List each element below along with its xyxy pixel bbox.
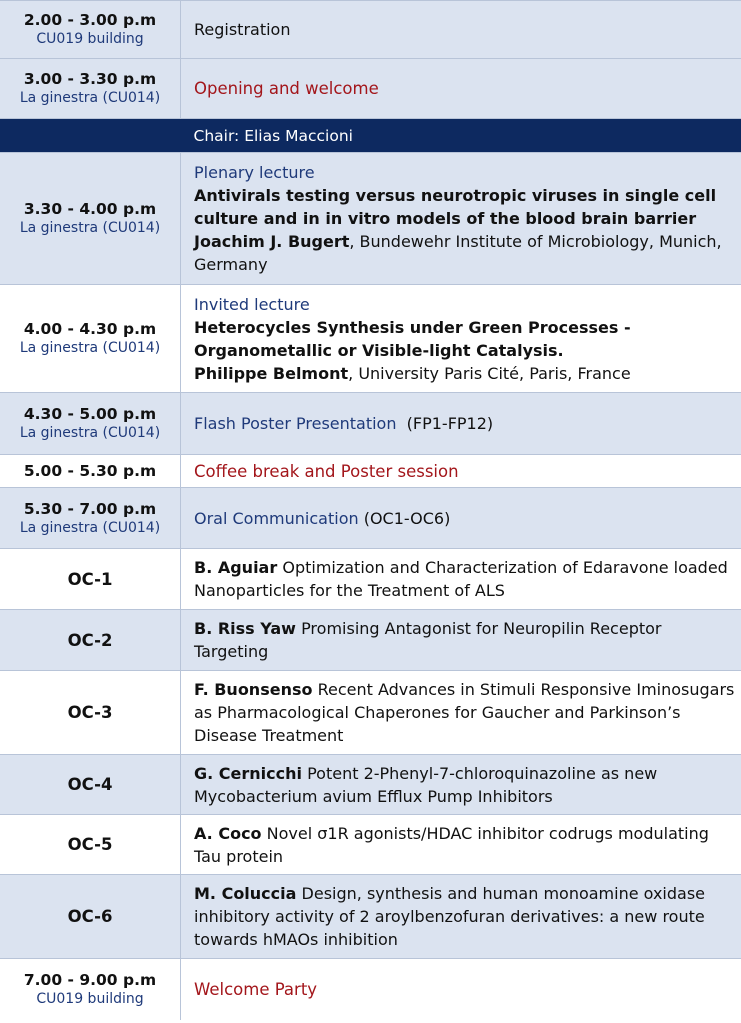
time-cell — [0, 1, 181, 59]
speaker-affiliation: , University Paris Cité, Paris, France — [348, 363, 631, 383]
speaker-name: Joachim J. Bugert — [194, 232, 350, 251]
time-label: 2.00 - 3.00 p.m — [23, 11, 157, 29]
time-label: 3.30 - 4.00 p.m — [23, 200, 157, 218]
lecture-title: Heterocycles Synthesis under Green Processes - Organometallic or Visible-light Catalysis. — [194, 317, 631, 360]
desc-cell — [181, 959, 741, 1020]
desc-cell — [181, 755, 741, 815]
desc-cell — [181, 875, 741, 959]
time-label: 5.30 - 7.00 p.m — [23, 499, 157, 518]
venue-label: La ginestra (CU014) — [19, 220, 161, 236]
time-label: 3.00 - 3.30 p.m — [23, 70, 157, 88]
venue-label: La ginestra (CU014) — [19, 425, 161, 441]
lecture-title: Antivirals testing versus neurotropic viruses in single cell culture and in in vitro models of the blood brain barrier — [194, 186, 717, 228]
oc-cell — [0, 755, 181, 815]
desc-cell — [181, 671, 741, 755]
session-title: Opening and welcome — [194, 79, 379, 98]
oc-code: OC-4 — [67, 775, 113, 794]
oc-text — [194, 678, 735, 747]
oral-row — [0, 671, 741, 755]
desc-cell — [181, 549, 741, 610]
desc-cell — [181, 815, 741, 875]
schedule-row — [0, 393, 741, 455]
lecture-speaker-line — [194, 230, 735, 276]
oc-author: G. Cernicchi — [194, 763, 302, 783]
lecture-kind: Invited lecture — [194, 294, 310, 314]
oc-title: Design, synthesis and human monoamine oxidase inhibitory activity of 2 aroylbenzofuran derivatives: a new route towards hMAOs inhibition — [194, 884, 705, 949]
time-cell — [0, 153, 181, 285]
desc-cell — [181, 610, 741, 671]
session-title: Registration — [194, 20, 291, 39]
oral-row — [0, 755, 741, 815]
oc-cell — [0, 549, 181, 610]
schedule-row — [0, 488, 741, 549]
chair-label: Chair: Elias Maccioni — [181, 119, 741, 153]
oc-author: B. Aguiar — [194, 558, 278, 577]
schedule-row — [0, 455, 741, 488]
desc-cell — [181, 153, 741, 285]
oc-author: A. Coco — [194, 823, 262, 843]
session-title: Oral Communication — [194, 508, 359, 528]
oc-title: Recent Advances in Stimuli Responsive Iminosugars as Pharmacological Chaperones for Gaucher and Parkinson’s Disease Treatment — [194, 680, 735, 745]
desc-cell — [181, 59, 741, 119]
time-label: 5.00 - 5.30 p.m — [23, 461, 157, 480]
venue-label: CU019 building — [36, 31, 144, 47]
speaker-affiliation: , Bundewehr Institute of Microbiology, Munich, Germany — [194, 232, 722, 274]
oc-code: OC-5 — [67, 835, 113, 854]
time-label: 7.00 - 9.00 p.m — [23, 970, 157, 989]
oc-cell — [0, 610, 181, 671]
oc-author: B. Riss Yaw — [194, 619, 296, 638]
oc-code: OC-6 — [67, 907, 113, 926]
time-cell — [0, 455, 181, 488]
schedule-row — [0, 1, 741, 59]
session-title: Flash Poster Presentation — [194, 414, 397, 433]
oc-cell — [0, 671, 181, 755]
oc-text — [194, 762, 735, 808]
oral-row — [0, 610, 741, 671]
oc-title: Novel σ1R agonists/HDAC inhibitor codrugs modulating Tau protein — [194, 823, 709, 866]
oc-code: OC-2 — [67, 630, 113, 650]
oc-author: F. Buonsenso — [194, 680, 313, 699]
oc-author: M. Coluccia — [194, 884, 297, 903]
schedule-row — [0, 153, 741, 285]
time-cell — [0, 285, 181, 393]
time-label: 4.30 - 5.00 p.m — [23, 405, 157, 423]
venue-label: La ginestra (CU014) — [19, 519, 161, 536]
oral-row — [0, 815, 741, 875]
chair-row — [0, 119, 741, 153]
oc-title: Potent 2-Phenyl-7-chloroquinazoline as new Mycobacterium avium Efflux Pump Inhibitors — [194, 763, 658, 806]
lecture-speaker-line — [194, 362, 735, 385]
session-title: Coffee break and Poster session — [194, 461, 459, 481]
oc-text — [194, 556, 735, 602]
schedule-row — [0, 59, 741, 119]
time-cell — [0, 393, 181, 455]
oc-code: OC-1 — [67, 569, 113, 589]
venue-label: La ginestra (CU014) — [19, 340, 161, 356]
oc-title: Optimization and Characterization of Edaravone loaded Nanoparticles for the Treatment of ALS — [194, 558, 728, 600]
desc-cell — [181, 488, 741, 549]
desc-cell — [181, 393, 741, 455]
session-range: (OC1-OC6) — [363, 508, 451, 528]
desc-cell — [181, 285, 741, 393]
desc-cell — [181, 455, 741, 488]
lecture-kind: Plenary lecture — [194, 163, 315, 182]
oc-text — [194, 822, 735, 868]
time-label: 4.00 - 4.30 p.m — [23, 320, 157, 338]
session-range: (FP1-FP12) — [406, 414, 494, 433]
time-cell — [0, 59, 181, 119]
oc-cell — [0, 815, 181, 875]
venue-label: CU019 building — [36, 990, 144, 1007]
schedule-row — [0, 285, 741, 393]
session-title: Welcome Party — [194, 979, 318, 999]
speaker-name: Philippe Belmont — [194, 363, 349, 383]
oc-cell — [0, 875, 181, 959]
oral-row — [0, 875, 741, 959]
schedule-row — [0, 959, 741, 1020]
time-cell — [0, 488, 181, 549]
oc-code: OC-3 — [67, 703, 113, 722]
oc-text — [194, 617, 735, 663]
venue-label: La ginestra (CU014) — [19, 90, 161, 106]
oc-title: Promising Antagonist for Neuropilin Receptor Targeting — [194, 619, 662, 661]
oral-row — [0, 549, 741, 610]
time-cell — [0, 959, 181, 1020]
oc-text — [194, 882, 735, 951]
desc-cell — [181, 1, 741, 59]
